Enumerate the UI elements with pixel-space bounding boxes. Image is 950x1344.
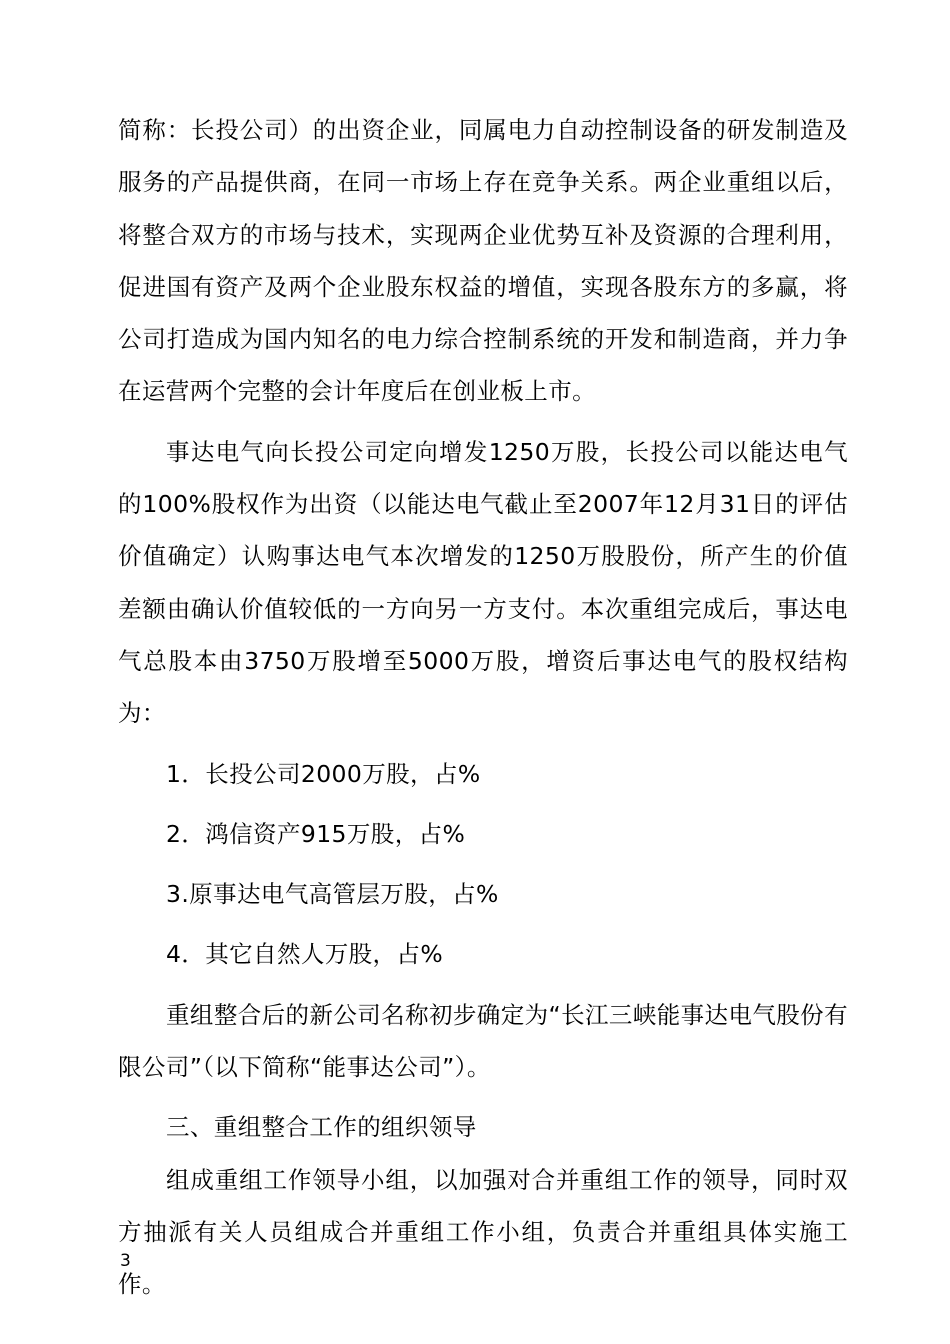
paragraph-company-name: 重组整合后的新公司名称初步确定为“长江三峡能事达电气股份有限公司”（以下简称“能事达公司”）。 bbox=[118, 1000, 848, 1082]
document-body bbox=[118, 104, 848, 1311]
list-item-3: 3.原事达电气高管层万股，占% bbox=[166, 880, 499, 909]
list-item-4: 4．其它自然人万股，占% bbox=[166, 940, 444, 969]
list-item-1: 1．长投公司2000万股，占% bbox=[166, 759, 481, 788]
section-heading: 三、重组整合工作的组织领导 bbox=[166, 1113, 477, 1142]
page-number: 3 bbox=[120, 1251, 131, 1271]
paragraph-background: 简称：长投公司）的出资企业，同属电力自动控制设备的研发制造及服务的产品提供商，在同一市场上存在竞争关系。两企业重组以后，将整合双方的市场与技术，实现两企业优势互补及资源的合理利用，促进国有资产及两个企业股东权益的增值，实现各股东方的多赢，将公司打造成为国内知名的电力综合控制系统的开发和制造商，并力争在运营两个完整的会计年度后在创业板上市。 bbox=[118, 116, 848, 406]
paragraph-share-issuance: 事达电气向长投公司定向增发1250万股，长投公司以能达电气的100%股权作为出资（以能达电气截止至2007年12月31日的评估价值确定）认购事达电气本次增发的1250万股股份，所产生的价值差额由确认价值较低的一方向另一方支付。本次重组完成后，事达电气总股本由3750万股增至5000万股，增资后事达电气的股权结构为： bbox=[118, 437, 848, 728]
list-item-2: 2．鸿信资产915万股，占% bbox=[166, 819, 466, 848]
paragraph-leadership: 组成重组工作领导小组，以加强对合并重组工作的领导，同时双方抽派有关人员组成合并重组工作小组，负责合并重组具体实施工作。 bbox=[118, 1165, 848, 1299]
